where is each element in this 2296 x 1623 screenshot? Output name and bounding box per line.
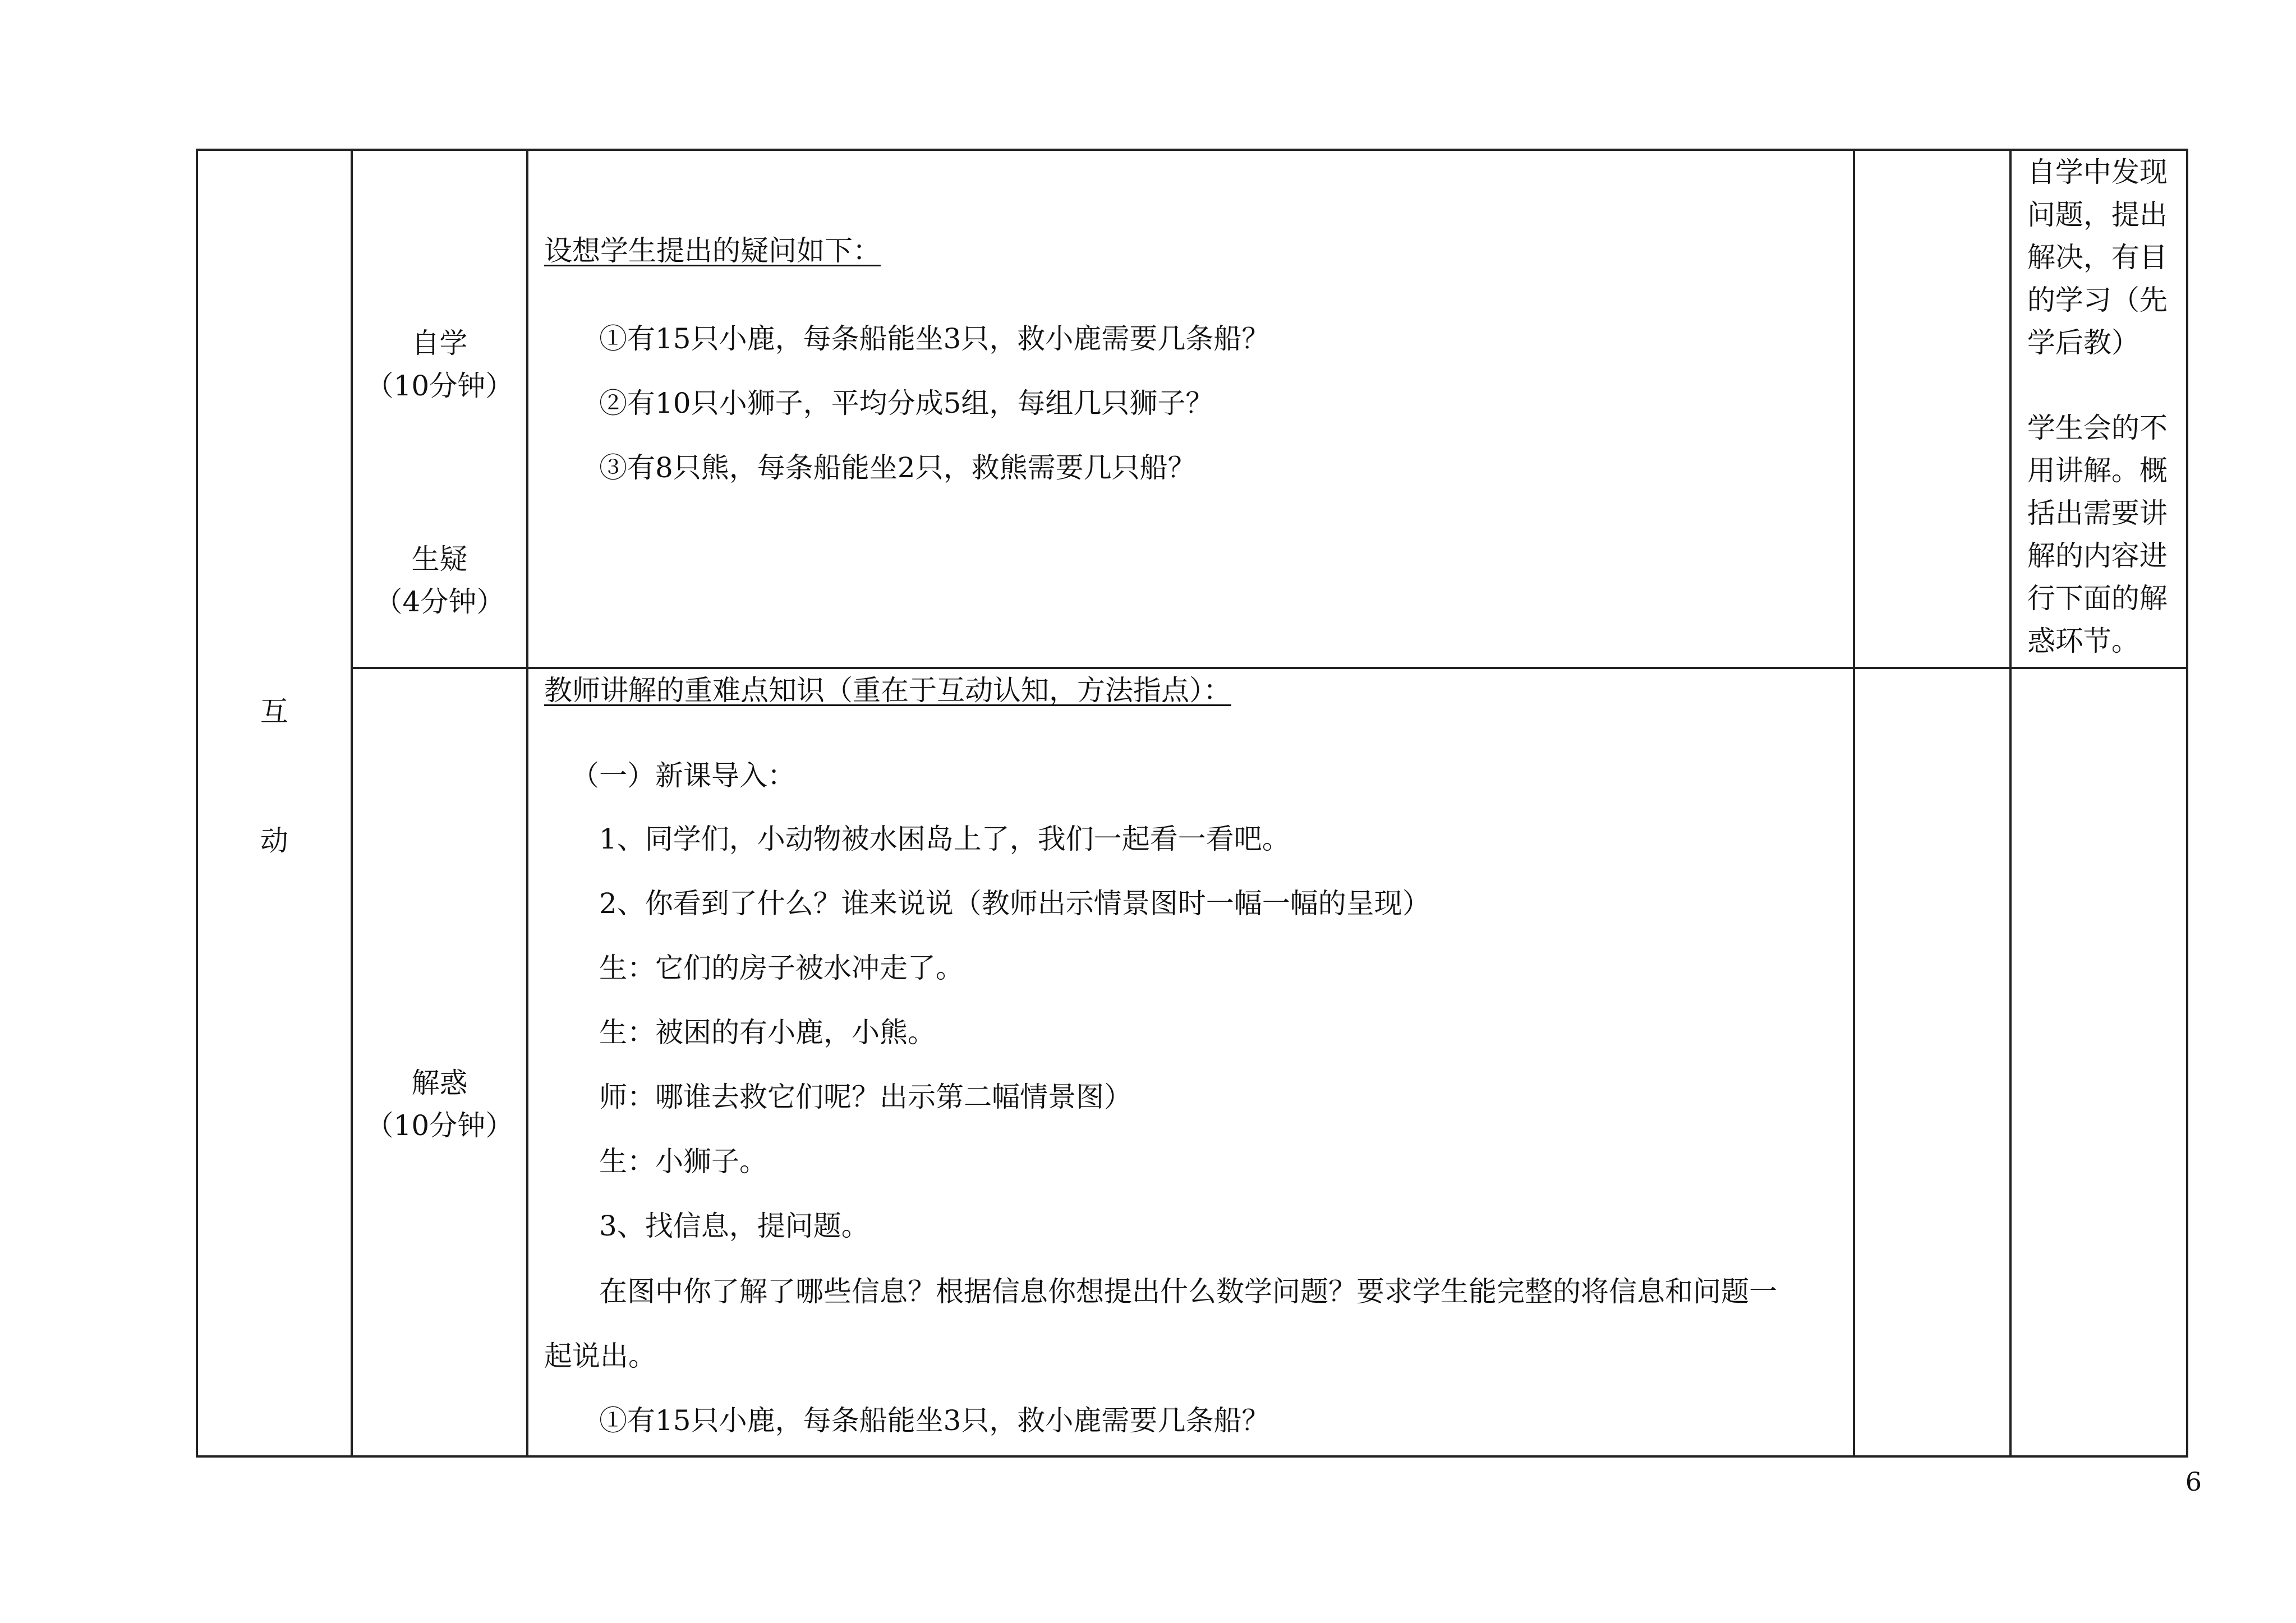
- row1-label-cell: [352, 150, 527, 668]
- explain-line: 3、找信息，提问题。: [599, 1210, 869, 1242]
- question-line-1: ①有15只小鹿，每条船能坐3只，救小鹿需要几条船？: [599, 322, 1270, 355]
- explain-line: 生：被困的有小鹿，小熊。: [599, 1016, 936, 1049]
- explain-line: 生：它们的房子被水冲走了。: [599, 952, 964, 984]
- question-line-3: ③有8只熊，每条船能坐2只，救熊需要几只船？: [599, 451, 1196, 484]
- row2-empty-cell: [1854, 668, 2010, 1456]
- row2-heading: 教师讲解的重难点知识（重在于互动认知，方法指点）：: [544, 674, 1231, 707]
- explain-line: 1、同学们，小动物被水困岛上了，我们一起看一看吧。: [599, 823, 1290, 855]
- row2-label-cell: [352, 668, 527, 1456]
- note-line: 惑环节。: [2027, 625, 2139, 657]
- lesson-plan-table: [196, 149, 2188, 1458]
- note-line: 括出需要讲: [2027, 497, 2168, 529]
- explain-line: 起说出。: [544, 1340, 656, 1372]
- page-number: 6: [2185, 1467, 2202, 1497]
- note-line: 问题，提出: [2027, 199, 2168, 231]
- note-line: 的学习（先: [2027, 284, 2168, 316]
- row1-note: [2027, 151, 2178, 662]
- label-explain-time: （10分钟）: [365, 1109, 514, 1142]
- row1-content: [544, 151, 1842, 667]
- explain-line: ①有15只小鹿，每条船能坐3只，救小鹿需要几条船？: [599, 1404, 1270, 1437]
- note-gap: [2027, 364, 2178, 407]
- label-question: 生疑: [411, 543, 468, 575]
- question-line-2: ②有10只小狮子，平均分成5组，每组几只狮子？: [599, 387, 1214, 419]
- row1-note-cell: [2010, 150, 2187, 668]
- row2-content: [544, 669, 1842, 1455]
- stage-char-hu: 互: [260, 695, 288, 728]
- label-question-time: （4分钟）: [374, 585, 505, 618]
- note-line: 用讲解。概: [2027, 454, 2168, 487]
- explain-line: 2、你看到了什么？谁来说说（教师出示情景图时一幅一幅的呈现）: [599, 887, 1430, 920]
- note-line: 学生会的不: [2027, 412, 2168, 444]
- stage-char-dong: 动: [260, 824, 288, 857]
- explain-line: （一）新课导入：: [570, 759, 795, 792]
- note-line: 解决，有目: [2027, 241, 2168, 274]
- explain-line: 师：哪谁去救它们呢？出示第二幅情景图）: [599, 1081, 1132, 1113]
- row1-empty-cell: [1854, 150, 2010, 668]
- note-line: 学后教）: [2027, 326, 2139, 359]
- note-line: 解的内容进: [2027, 540, 2168, 572]
- label-self-study: 自学: [411, 327, 468, 359]
- row1-heading: 设想学生提出的疑问如下：: [544, 234, 881, 267]
- note-line: 自学中发现: [2027, 156, 2168, 188]
- explain-line: 在图中你了解了哪些信息？根据信息你想提出什么数学问题？要求学生能完整的将信息和问题一: [599, 1275, 1777, 1308]
- explain-line: 生：小狮子。: [599, 1145, 767, 1178]
- note-line: 行下面的解: [2027, 582, 2168, 615]
- row1-content-cell: [527, 150, 1854, 668]
- row2-content-cell: [527, 668, 1854, 1456]
- label-explain: 解惑: [411, 1067, 468, 1099]
- label-self-study-time: （10分钟）: [365, 370, 514, 402]
- stage-cell: [197, 150, 352, 1456]
- row2-note-cell: [2010, 668, 2187, 1456]
